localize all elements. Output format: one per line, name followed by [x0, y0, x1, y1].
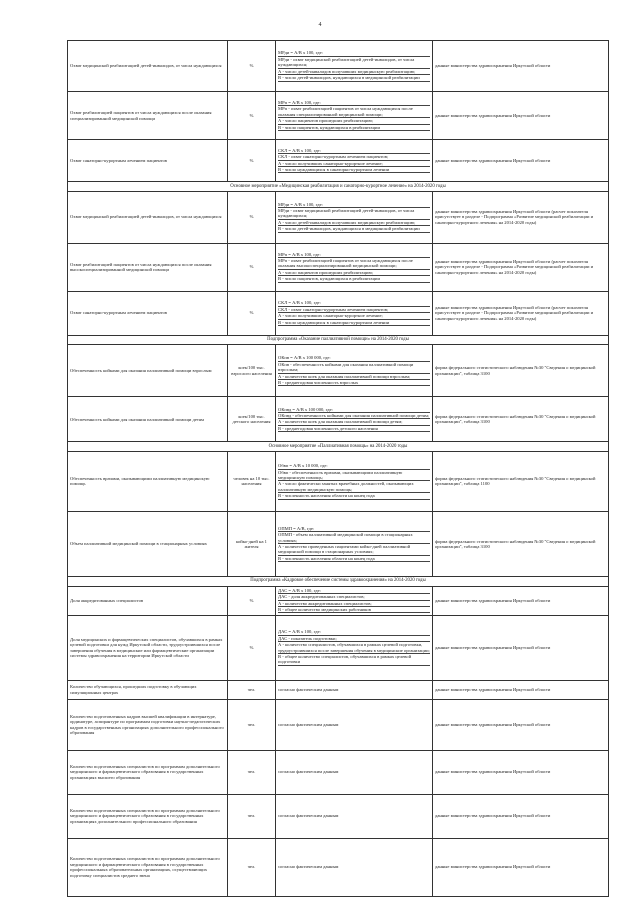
- indicator-unit: %: [228, 291, 276, 335]
- formula-line: В - число детей-инвалидов, нуждающихся в медицинской реабилитации: [278, 226, 430, 232]
- indicator-name: Обеспеченность койками для оказания паллиативной помощи детям: [68, 397, 228, 442]
- formula-line: В - численность населения области на конец года: [278, 556, 430, 562]
- indicator-unit: коек/100 тыс. взрослого населения: [228, 345, 276, 397]
- formula-line: А - количество специалистов, обучавшихся в рамках целевой подготовки, трудоустроившихся после завершения обучения в медицинские организации;: [278, 642, 430, 653]
- indicator-row: [68, 291, 609, 335]
- formula-line: СКЛ - охват санаторно-курортным лечением пациентов;: [278, 154, 430, 160]
- indicator-source: данные министерства здравоохранения Иркутской области: [433, 92, 609, 140]
- formula-line: ОКпв - обеспеченность койками для оказания паллиативной помощи взрослым;: [278, 362, 430, 374]
- formula-line: А - число детей-инвалидов получивших медицинскую реабилитацию;: [278, 220, 430, 226]
- indicator-name: Охват реабилитацией пациентов от числа нуждающихся после оказания специализированной медицинской помощи: [68, 92, 228, 140]
- section-header-row: [68, 335, 609, 345]
- indicator-source: данные министерства здравоохранения Иркутской области (расчет показателя присутствует в разделе - Подпрограмма «Развитие медицинской реабилитации и санаторно-курортного лечения» на 2014-2020 годы): [433, 243, 609, 291]
- indicator-name: Охват реабилитацией пациентов от числа нуждающихся после оказания высокоспециализированной медицинской помощи: [68, 243, 228, 291]
- indicator-formula: [276, 615, 433, 680]
- indicator-formula: [276, 680, 433, 699]
- formula-line: В - число пациентов, нуждающихся в реабилитации: [278, 125, 430, 131]
- formula-line: согласно фактическим данным: [278, 721, 339, 727]
- indicator-unit: чел.: [228, 680, 276, 699]
- formula-line: МРди = А/В х 100, где:: [278, 50, 430, 56]
- indicator-row: [68, 397, 609, 442]
- indicator-source: данные министерства здравоохранения Иркутской области: [433, 41, 609, 92]
- formula-line: согласно фактическим данным: [278, 769, 339, 775]
- formula-line: В - число нуждающихся в санаторно-курортном лечении: [278, 167, 430, 173]
- indicator-source: данные министерства здравоохранения Иркутской области (расчет показателя присутствует в разделе - Подпрограмма «Развитие медицинской реабилитации и санаторно-курортного лечения» на 2014-2020 годы): [433, 191, 609, 243]
- indicator-unit: %: [228, 41, 276, 92]
- formula-line: МРп = А/В х 100, где:: [278, 252, 430, 258]
- formula-line: согласно фактическим данным: [278, 864, 339, 870]
- indicator-source: данные министерства здравоохранения Иркутской области: [433, 140, 609, 182]
- indicator-row: [68, 345, 609, 397]
- indicator-row: [68, 191, 609, 243]
- formula-line: ОПМП = А/В, где:: [278, 526, 430, 532]
- section-title: Подпрограмма «Кадровое обеспечение системы здравоохранения» на 2014-2020 годы: [68, 576, 609, 586]
- section-header-row: [68, 182, 609, 192]
- indicator-row: [68, 750, 609, 794]
- indicator-formula: [276, 586, 433, 615]
- formula-line: В - число пациентов, нуждающихся в реабилитации: [278, 276, 430, 282]
- indicator-source: данные министерства здравоохранения Иркутской области (расчет показателя присутствует в разделе - Подпрограмма «Развитие медицинской реабилитации и санаторно-курортного лечения» на 2014-2020 годы): [433, 291, 609, 335]
- formula-line: А - число пациентов прошедших реабилитацию;: [278, 118, 430, 124]
- formula-line: Обвп = А/В х 10 000, где:: [278, 463, 430, 469]
- indicator-name: Охват санаторно-курортным лечением пациентов: [68, 140, 228, 182]
- indicator-unit: чел.: [228, 699, 276, 750]
- indicator-unit: %: [228, 191, 276, 243]
- indicator-formula: [276, 92, 433, 140]
- indicator-formula: [276, 451, 433, 511]
- indicator-name: Количество подготовленных специалистов по программам дополнительного медицинского и фармацевтического образования в государственных организациях высшего образования: [68, 750, 228, 794]
- indicator-row: [68, 41, 609, 92]
- indicator-name: Охват медицинской реабилитацией детей-инвалидов, от числа нуждающихся: [68, 191, 228, 243]
- formula-line: ОКпвд = А/В х 100 000, где:: [278, 407, 430, 413]
- formula-line: В - число детей-инвалидов, нуждающихся в медицинской реабилитации: [278, 75, 430, 81]
- indicator-source: данные министерства здравоохранения Иркутской области: [433, 586, 609, 615]
- indicator-unit: коек/100 тыс. детского населения: [228, 397, 276, 442]
- indicator-source: форма федерального статистического наблюдения №30 "Сведения о медицинской организации", таблица 3100: [433, 345, 609, 397]
- indicator-unit: %: [228, 243, 276, 291]
- indicator-name: Количество подготовленных специалистов по программам дополнительного медицинского и фармацевтического образования в государственных профессиональных образовательных организациях, осуществляющих подготовку специалистов среднего звена: [68, 838, 228, 896]
- indicator-source: форма федерального статистического наблюдения №30 "Сведения о медицинской организации", таблица 3100: [433, 397, 609, 442]
- formula-line: В - численность населения области на конец года: [278, 493, 430, 499]
- indicator-name: Охват медицинской реабилитацией детей-инвалидов, от числа нуждающихся: [68, 41, 228, 92]
- section-title: Подпрограмма «Оказание паллиативной помощи» на 2014-2020 годы: [68, 335, 609, 345]
- indicator-row: [68, 615, 609, 680]
- formula-line: МРп - охват реабилитацией пациентов от числа нуждающихся после оказания высокоспециализированной медицинской помощи;: [278, 258, 430, 270]
- indicator-row: [68, 243, 609, 291]
- indicator-source: данные министерства здравоохранения Иркутской области: [433, 615, 609, 680]
- indicator-formula: [276, 794, 433, 838]
- indicator-formula: [276, 140, 433, 182]
- indicator-name: Количество обучающихся, прошедших подготовку в обучающих симуляционных центрах: [68, 680, 228, 699]
- indicator-source: данные министерства здравоохранения Иркутской области: [433, 680, 609, 699]
- indicator-formula: [276, 41, 433, 92]
- formula-line: Обвп - обеспеченность врачами, оказывающими паллиативную медицинскую помощь;: [278, 470, 430, 482]
- formula-line: МРди - охват медицинской реабилитацией детей-инвалидов, от числа нуждающихся;: [278, 57, 430, 69]
- indicator-source: данные министерства здравоохранения Иркутской области: [433, 794, 609, 838]
- indicator-name: Обеспеченность врачами, оказывающими паллиативную медицинскую помощь: [68, 451, 228, 511]
- indicator-source: данные министерства здравоохранения Иркутской области: [433, 750, 609, 794]
- indicator-name: Количество подготовленных кадров высшей квалификации в интернатуре, ординатуре, аспирантуре по программам подготовки научно-педагогических кадров в государственных организациях дополнительного профессионального образования: [68, 699, 228, 750]
- formula-line: А - количество коек для оказания паллиативной помощи взрослым;: [278, 374, 430, 380]
- formula-line: А - число фактически занятых врачебных должностей, оказывающих паллиативную медицинскую помощь;: [278, 481, 430, 493]
- section-title: Основное мероприятие «Медицинская реабилитация и санаторно-курортное лечение» на 2014-2020 годы: [68, 182, 609, 192]
- indicator-source: данные министерства здравоохранения Иркутской области: [433, 699, 609, 750]
- formula-line: В - общее количество специалистов, обучавшихся в рамках целевой подготовки: [278, 654, 430, 666]
- formula-line: В - число нуждающихся в санаторно-курортном лечении: [278, 320, 430, 326]
- indicator-name: Охват санаторно-курортным лечением пациентов: [68, 291, 228, 335]
- indicator-formula: [276, 750, 433, 794]
- formula-line: МРди - охват медицинской реабилитацией детей-инвалидов, от числа нуждающихся;: [278, 208, 430, 220]
- formula-line: А - количество проведенных пациентами койко-дней паллиативной медицинской помощи в стационарных условиях;: [278, 544, 430, 556]
- indicator-name: Количество подготовленных специалистов по программам дополнительного медицинского и фармацевтического образования в государственных организациях дополнительного профессионального образования: [68, 794, 228, 838]
- formula-line: А - число получивших санаторно-курортное лечение;: [278, 161, 430, 167]
- indicator-row: [68, 699, 609, 750]
- indicator-formula: [276, 838, 433, 896]
- indicator-name: Объем паллиативной медицинской помощи в стационарных условиях: [68, 511, 228, 576]
- formula-line: В - среднегодовая численность детского населения: [278, 426, 430, 432]
- section-header-row: [68, 576, 609, 586]
- indicator-row: [68, 511, 609, 576]
- indicator-row: [68, 92, 609, 140]
- indicator-source: данные министерства здравоохранения Иркутской области: [433, 838, 609, 896]
- indicators-table: [67, 40, 609, 897]
- formula-line: ДАС - показатель подготовки;: [278, 636, 430, 642]
- formula-line: согласно фактическим данным: [278, 813, 339, 819]
- indicator-formula: [276, 699, 433, 750]
- indicator-unit: человек на 10 тыс. населения: [228, 451, 276, 511]
- indicator-name: Доля аккредитованных специалистов: [68, 586, 228, 615]
- indicator-unit: чел.: [228, 838, 276, 896]
- indicator-name: Доля медицинских и фармацевтических специалистов, обучавшихся в рамках целевой подготовки для нужд Иркутской области, трудоустроившихся после завершения обучения в медицинские или фармацевтические организации системы здравоохранения на территории Иркутской области: [68, 615, 228, 680]
- indicator-unit: койко-дней на 1 жителя: [228, 511, 276, 576]
- formula-line: МРди = А/В х 100, где:: [278, 202, 430, 208]
- indicator-row: [68, 794, 609, 838]
- formula-line: А - число получивших санаторно-курортное лечение;: [278, 313, 430, 319]
- indicator-formula: [276, 291, 433, 335]
- indicator-formula: [276, 397, 433, 442]
- indicator-unit: %: [228, 92, 276, 140]
- formula-line: А - число пациентов прошедших реабилитацию;: [278, 270, 430, 276]
- indicator-unit: чел.: [228, 794, 276, 838]
- section-header-row: [68, 442, 609, 452]
- formula-line: А - количество коек для оказания паллиативной помощи детям;: [278, 419, 430, 425]
- formula-line: СКЛ = А/В х 100, где:: [278, 300, 430, 306]
- indicator-formula: [276, 191, 433, 243]
- indicator-unit: чел.: [228, 750, 276, 794]
- formula-line: ДАС = А/В х 100, где:: [278, 588, 430, 594]
- formula-line: СКЛ = А/В х 100, где:: [278, 148, 430, 154]
- indicator-row: [68, 586, 609, 615]
- indicator-formula: [276, 243, 433, 291]
- indicator-row: [68, 838, 609, 896]
- formula-line: А - количество аккредитованных специалистов;: [278, 601, 430, 607]
- formula-line: В - среднегодовая численность взрослых: [278, 380, 430, 386]
- indicator-name: Обеспеченность койками для оказания паллиативной помощи взрослым: [68, 345, 228, 397]
- formula-line: согласно фактическим данным: [278, 686, 339, 692]
- formula-line: МРп = А/В х 100, где:: [278, 100, 430, 106]
- formula-line: МРп - охват реабилитацией пациентов от числа нуждающихся после оказания специализированной медицинской помощи;: [278, 106, 430, 118]
- indicator-formula: [276, 511, 433, 576]
- formula-line: ОКпв = А/В х 100 000, где:: [278, 355, 430, 361]
- page-number: 4: [318, 22, 322, 28]
- formula-line: СКЛ - охват санаторно-курортным лечением пациентов;: [278, 307, 430, 313]
- indicator-row: [68, 680, 609, 699]
- indicator-source: форма федерального статистического наблюдения №30 "Сведения о медицинской организации", таблица 1100: [433, 451, 609, 511]
- formula-line: ДАС - доля аккредитованных специалистов;: [278, 594, 430, 600]
- formula-line: ОПМП - объем паллиативной медицинской помощи в стационарных условиях;: [278, 532, 430, 544]
- indicator-unit: %: [228, 140, 276, 182]
- indicator-unit: %: [228, 586, 276, 615]
- formula-line: В - общее количество медицинских работников: [278, 607, 430, 613]
- section-title: Основное мероприятие «Паллиативная помощь» на 2014-2020 годы: [68, 442, 609, 452]
- indicator-unit: %: [228, 615, 276, 680]
- indicator-source: форма федерального статистического наблюдения №30 "Сведения о медицинской организации", таблица 3100: [433, 511, 609, 576]
- formula-line: ОКпвд - обеспеченность койками для оказания паллиативной помощи детям;: [278, 412, 430, 418]
- formula-line: А - число детей-инвалидов получивших медицинскую реабилитацию;: [278, 69, 430, 75]
- indicator-formula: [276, 345, 433, 397]
- indicator-row: [68, 451, 609, 511]
- indicator-row: [68, 140, 609, 182]
- formula-line: ДАС = А/В х 100, где:: [278, 629, 430, 635]
